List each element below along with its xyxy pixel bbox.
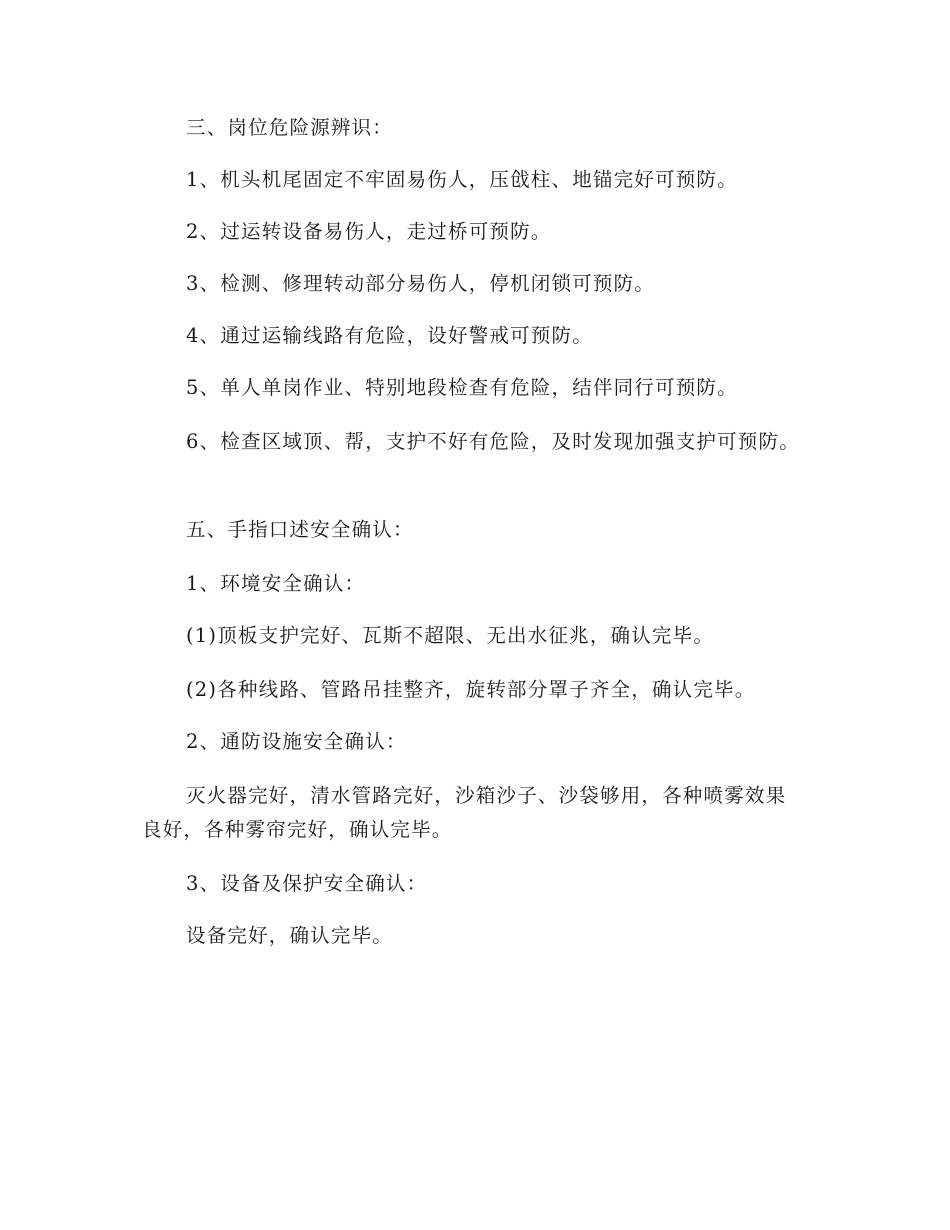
hazard-item-5: 5、单人单岗作业、特别地段检查有危险，结伴同行可预防。 bbox=[186, 376, 738, 399]
confirmation-equipment-heading: 3、设备及保护安全确认： bbox=[186, 872, 428, 895]
confirmation-ventilation-heading: 2、通防设施安全确认： bbox=[186, 730, 407, 753]
confirmation-ventilation-text: 灭火器完好，清水管路完好，沙箱沙子、沙袋够用，各种喷雾效果良好，各种雾帘完好，确认完毕。 bbox=[142, 784, 787, 841]
hazard-item-1: 1、机头机尾固定不牢固易伤人，压戗柱、地锚完好可预防。 bbox=[186, 168, 738, 191]
hazard-item-6: 6、检查区域顶、帮，支护不好有危险，及时发现加强支护可预防。 bbox=[186, 430, 800, 453]
hazard-item-2: 2、过运转设备易伤人，走过桥可预防。 bbox=[186, 220, 552, 243]
confirmation-environment-heading: 1、环境安全确认： bbox=[186, 572, 366, 595]
confirmation-environment-item-2: (2)各种线路、管路吊挂整齐，旋转部分罩子齐全，确认完毕。 bbox=[186, 678, 756, 701]
section-heading-safety-confirmation: 五、手指口述安全确认： bbox=[186, 518, 414, 541]
hazard-item-4: 4、通过运输线路有危险，设好警戒可预防。 bbox=[186, 324, 593, 347]
hazard-item-3: 3、检测、修理转动部分易伤人，停机闭锁可预防。 bbox=[186, 272, 656, 295]
confirmation-environment-item-1: (1)顶板支护完好、瓦斯不超限、无出水征兆，确认完毕。 bbox=[186, 624, 715, 647]
confirmation-equipment-text: 设备完好，确认完毕。 bbox=[186, 924, 394, 947]
section-heading-hazard-identification: 三、岗位危险源辨识： bbox=[186, 116, 394, 139]
